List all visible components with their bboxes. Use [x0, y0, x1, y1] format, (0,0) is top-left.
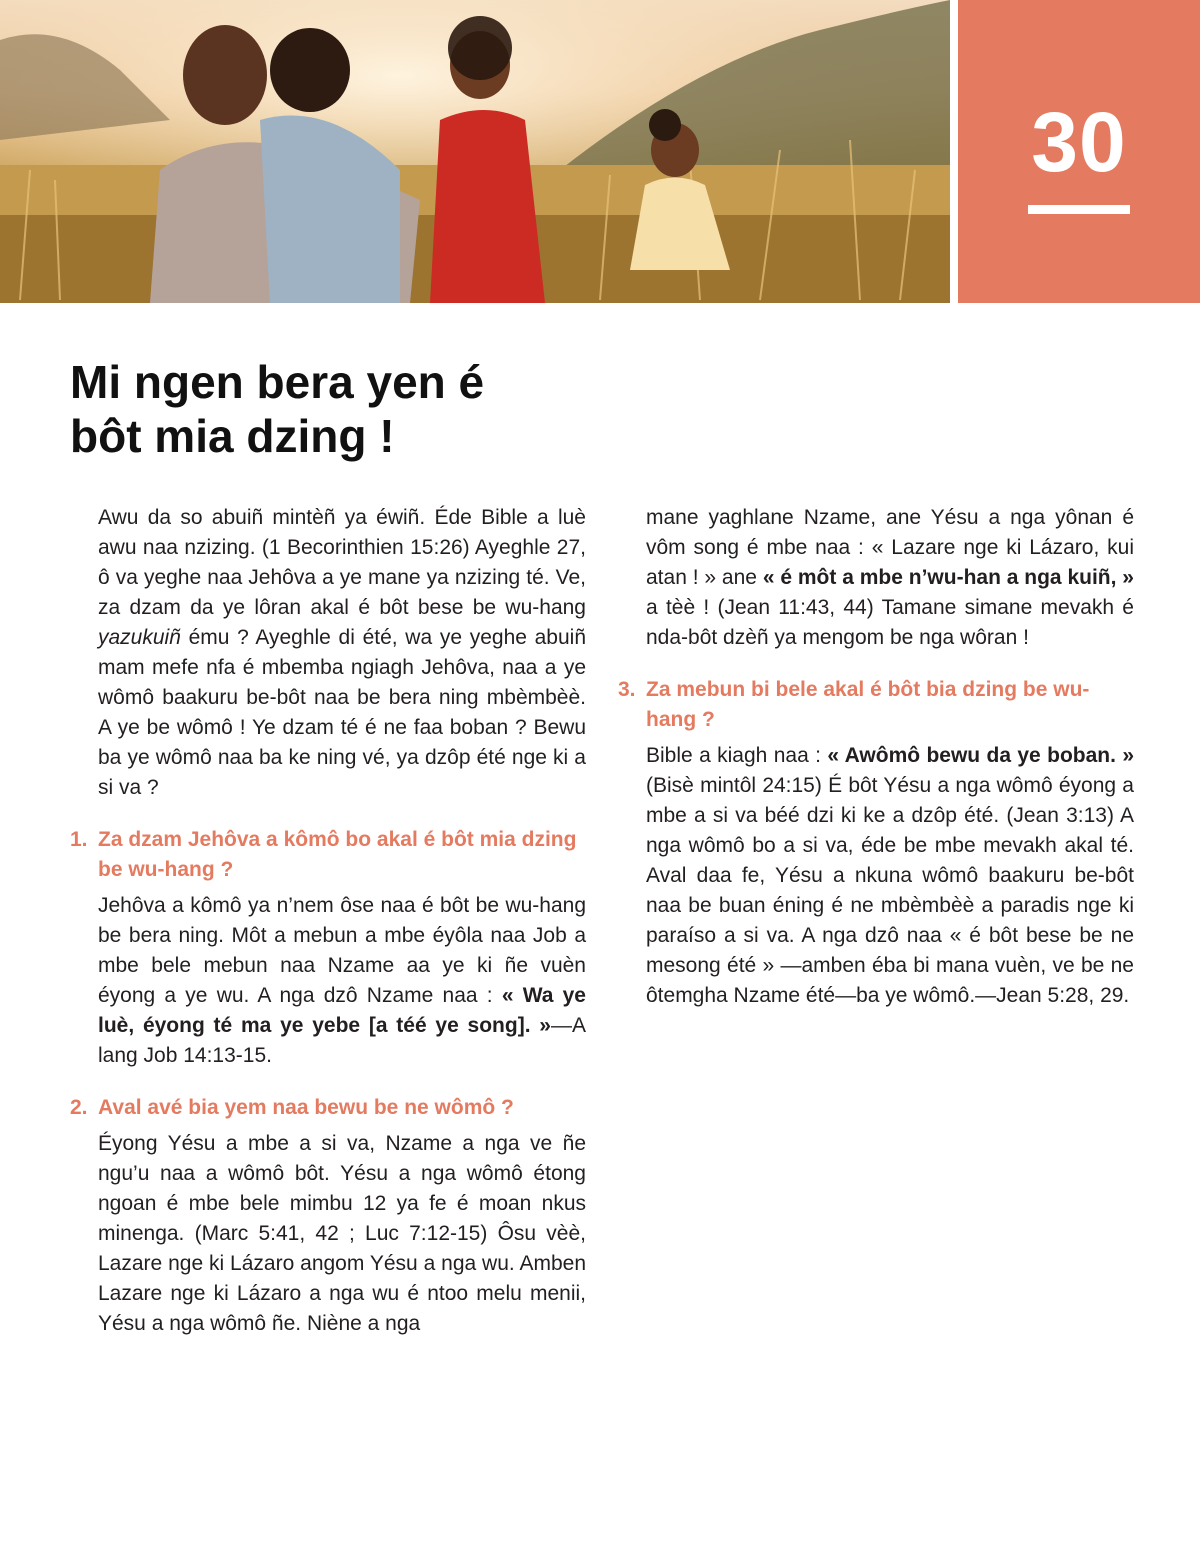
title-line-1: Mi ngen bera yen é [70, 356, 485, 408]
question-3-heading [618, 675, 1134, 735]
lesson-number: 30 [1031, 95, 1127, 189]
section-1-text: Jehôva a kômô ya n’nem ôse naa é bôt be wu-hang be bera ning. Môt a mebun a mbe éyôla naa Job a mbe bele mebun naa Nzame aa ye ki ñe vuèn éyong a ye wu. A nga dzô Nzame naa : [98, 894, 586, 1007]
right-column [618, 503, 1134, 1011]
intro-paragraph [98, 503, 586, 803]
page-title [70, 355, 630, 463]
question-1-number: 1. [70, 828, 88, 851]
section-2-quote: « é môt a mbe n’wu-han a nga kuiñ, » [762, 566, 1134, 589]
title-line-2: bôt mia dzing ! [70, 410, 395, 462]
lesson-number-underline [1028, 205, 1130, 214]
section-2-text-end: a tèè ! (Jean 11:43, 44) Tamane simane mevakh é nda-bôt dzèñ ya mengom be nga wôran ! [646, 596, 1134, 649]
section-3-text: Bible a kiagh naa : [646, 744, 828, 767]
question-3-text: Za mebun bi bele akal é bôt bia dzing be wu-hang ? [646, 678, 1090, 731]
intro-text-1: Awu da so abuiñ mintèñ ya éwiñ. Éde Bible a luè awu naa nzizing. (1 Becorinthien 15:26) Ayeghle 27, ô va yeghe naa Jehôva a ye mane ya nzizing té. Ve, za dzam da ye lôran akal é bôt bese be wu-hang [98, 506, 586, 619]
family-field-illustration [0, 0, 950, 303]
question-2-number: 2. [70, 1096, 88, 1119]
section-3-quote: « Awômô bewu da ye boban. » [827, 744, 1134, 767]
section-2-paragraph-right [646, 503, 1134, 653]
question-1-text: Za dzam Jehôva a kômô bo akal é bôt mia dzing be wu-hang ? [98, 828, 577, 881]
question-2-text: Aval avé bia yem naa bewu be ne wômô ? [98, 1096, 514, 1119]
intro-italic: yazukuiñ [98, 626, 181, 649]
lesson-number-tab [958, 0, 1200, 303]
question-3-number: 3. [618, 678, 636, 701]
section-1-paragraph [98, 891, 586, 1071]
question-2-heading [70, 1093, 586, 1123]
section-1-reference: —A lang Job 14:13-15. [98, 1014, 586, 1067]
section-2-paragraph-left: Éyong Yésu a mbe a si va, Nzame a nga ve ñe ngu’u naa a wômô bôt. Yésu a nga wômô étong ngoan é mbe bele mimbu 12 ya fe é moan nkus minenga. (Marc 5:41, 42 ; Luc 7:12-15) Ôsu vèè, Lazare nge ki Lázaro angom Yésu a nga wu. Amben Lazare nge ki Lázaro a nga wu é ntoo melu menii, Yésu a nga wômô ñe. Niène a nga [98, 1132, 586, 1335]
question-1-heading [70, 825, 586, 885]
section-3-paragraph [646, 741, 1134, 1011]
intro-text-2: ému ? Ayeghle di été, wa ye yeghe abuiñ mam mefe nfa é mbemba ngiagh Jehôva, naa a ye wômô baakuru be-bôt naa be bera ning mbèmbèè. A ye be wômô ! Ye dzam té é ne faa boban ? Bewu ba ye wômô naa ba ke ning vé, ya dzôp été nge ki a si va ? [98, 626, 586, 799]
section-2-text-continued: mane yaghlane Nzame, ane Yésu a nga yônan é vôm song é mbe naa : « Lazare nge ki Lázaro, kui atan ! » ane [646, 506, 1134, 589]
hero-photo [0, 0, 950, 303]
section-3-text-end: (Bisè mintôl 24:15) É bôt Yésu a nga wômô éyong a mbe a si va béé dzi ki ke a dzôp été. (Jean 3:13) A nga wômô bo a si va, éde be mbe mevakh akal té. Aval daa fe, Yésu a nkuna wômô baakuru be-bôt naa be buan éning é ne mbèmbèè a paradis nge ki paraíso a si va. A nga dzô naa « é bôt bese be ne mesong été » —amben éba bi mana vuèn, ve be ne ôtemgha Nzame été—ba ye wômô.—Jean 5:28, 29. [646, 774, 1134, 1007]
left-column [70, 503, 586, 1339]
section-1-quote: « Wa ye luè, éyong té ma ye yebe [a téé ye song]. » [98, 984, 586, 1037]
